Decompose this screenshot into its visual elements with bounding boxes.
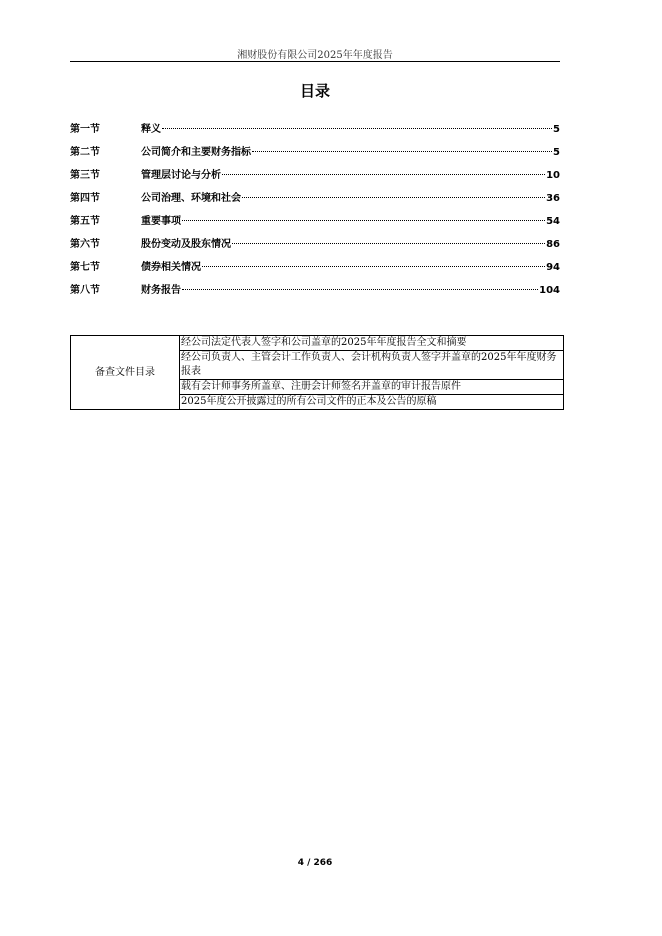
toc-section-title: 释义 xyxy=(141,124,161,135)
reference-file-item: 经公司负责人、主管会计工作负责人、会计机构负责人签字并盖章的2025年年度财务报表 xyxy=(180,351,564,380)
toc-section-title: 重要事项 xyxy=(141,216,181,227)
toc-page-number: 5 xyxy=(553,124,560,135)
toc-section-number: 第四节 xyxy=(70,193,100,204)
toc-section-title: 财务报告 xyxy=(141,285,181,296)
header-rule xyxy=(70,61,560,62)
toc-page-number: 104 xyxy=(539,285,560,296)
toc-entry[interactable] xyxy=(70,120,560,143)
toc-page-number: 36 xyxy=(546,193,560,204)
toc-page-number: 5 xyxy=(553,147,560,158)
toc-entry[interactable] xyxy=(70,166,560,189)
toc-page-number: 54 xyxy=(546,216,560,227)
table-of-contents xyxy=(70,120,560,304)
toc-section-number: 第一节 xyxy=(70,124,100,135)
toc-page-number: 94 xyxy=(546,262,560,273)
toc-dot-leader xyxy=(162,128,552,129)
toc-section-title: 债券相关情况 xyxy=(141,262,201,273)
toc-entry[interactable] xyxy=(70,235,560,258)
toc-section-title: 管理层讨论与分析 xyxy=(141,170,221,181)
page-title: 目录 xyxy=(299,82,330,100)
toc-section-number: 第六节 xyxy=(70,239,100,250)
toc-section-number: 第二节 xyxy=(70,147,100,158)
page-header: 湘财股份有限公司2025年年度报告 xyxy=(237,50,393,61)
toc-section-number: 第七节 xyxy=(70,262,100,273)
toc-entry[interactable] xyxy=(70,258,560,281)
reference-file-item: 载有会计师事务所盖章、注册会计师签名并盖章的审计报告原件 xyxy=(180,380,564,395)
toc-section-number: 第五节 xyxy=(70,216,100,227)
toc-page-number: 86 xyxy=(546,239,560,250)
toc-dot-leader xyxy=(252,151,552,152)
toc-section-title: 股份变动及股东情况 xyxy=(141,239,231,250)
toc-section-title: 公司治理、环境和社会 xyxy=(141,193,241,204)
toc-dot-leader xyxy=(222,174,545,175)
toc-section-number: 第三节 xyxy=(70,170,100,181)
toc-dot-leader xyxy=(182,289,538,290)
toc-page-number: 10 xyxy=(546,170,560,181)
toc-entry[interactable] xyxy=(70,212,560,235)
reference-files-table xyxy=(70,335,564,410)
toc-section-number: 第八节 xyxy=(70,285,100,296)
reference-file-item: 2025年度公开披露过的所有公司文件的正本及公告的原稿 xyxy=(180,395,564,410)
page-number: 4 / 266 xyxy=(297,858,333,868)
toc-dot-leader xyxy=(202,266,545,267)
toc-section-title: 公司简介和主要财务指标 xyxy=(141,147,251,158)
table-row xyxy=(71,336,564,351)
toc-dot-leader xyxy=(232,243,545,244)
toc-entry[interactable] xyxy=(70,189,560,212)
toc-entry[interactable] xyxy=(70,281,560,304)
reference-files-label: 备查文件目录 xyxy=(71,336,180,410)
reference-file-item: 经公司法定代表人签字和公司盖章的2025年年度报告全文和摘要 xyxy=(180,336,564,351)
toc-dot-leader xyxy=(182,220,545,221)
toc-entry[interactable] xyxy=(70,143,560,166)
toc-dot-leader xyxy=(242,197,545,198)
